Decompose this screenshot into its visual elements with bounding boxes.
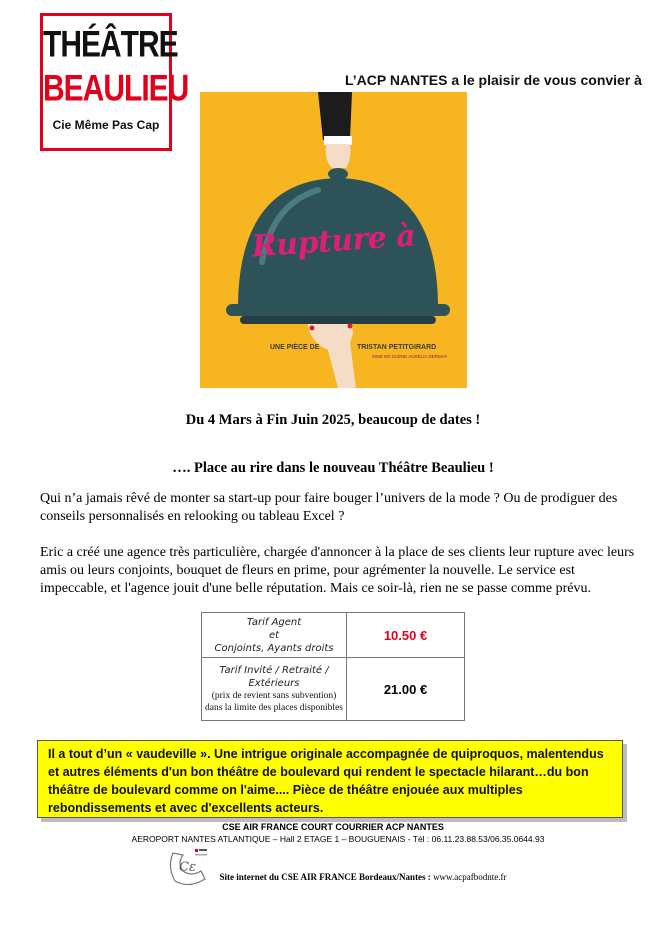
synopsis-paragraph-1: Qui n’a jamais rêvé de monter sa start-up pour faire bouger l’univers de la mode ? Ou de prodiguer des conseils personnalisés en relooking ou tableau Excel ? bbox=[40, 491, 618, 524]
table-row bbox=[202, 658, 465, 721]
price-value-agent: 10.50 € bbox=[347, 613, 465, 658]
show-poster bbox=[200, 92, 467, 388]
label-line: et bbox=[268, 629, 280, 641]
label-line: Extérieurs bbox=[248, 678, 300, 689]
theatre-beaulieu-logo bbox=[40, 13, 189, 151]
footer-org: CSE AIR FRANCE COURT COURRIER ACP NANTES bbox=[222, 822, 444, 832]
highlight-box bbox=[37, 740, 623, 818]
logo-line-theatre: THÉÂTRE bbox=[43, 24, 178, 66]
price-label-agent bbox=[202, 613, 347, 658]
label-line: Tarif Invité / Retraité / bbox=[219, 665, 329, 676]
nail-red-2 bbox=[348, 324, 353, 329]
price-label-guest bbox=[202, 658, 347, 721]
shirt-cuff bbox=[324, 136, 352, 145]
nail-red bbox=[310, 326, 315, 331]
poster-title-main: Domicile bbox=[245, 262, 422, 306]
price-value-guest: 21.00 € bbox=[347, 658, 465, 721]
show-dates: Du 4 Mars à Fin Juin 2025, beaucoup de dates ! bbox=[185, 412, 481, 428]
label-line: Conjoints, Ayants droits bbox=[214, 642, 334, 654]
table-row bbox=[202, 613, 465, 658]
synopsis-paragraph-2: Eric a créé une agence très particulière, chargée d'annoncer à la place de ses clients leur rupture avec leurs amis ou leurs conjoints, bouquet de fleurs en prime, pour agrémenter la nouvelle. Le service est impeccable, et l'agence jouit d'une belle réputation. Mais ce soir-là, rien ne se passe comme prévu. bbox=[40, 545, 635, 596]
cse-logo-icon bbox=[165, 845, 213, 889]
invitation-text: L’ACP NANTES a le plaisir de vous convier à bbox=[345, 72, 642, 88]
website-link[interactable]: www.acpafbodnte.fr bbox=[433, 872, 507, 882]
label-line: Tarif Agent bbox=[246, 616, 302, 628]
sleeve-shape bbox=[318, 92, 352, 140]
price-note: (prix de revient sans subvention) bbox=[211, 691, 337, 701]
poster-author: TRISTAN PETITGIRARD bbox=[357, 344, 437, 351]
website-label: Site internet du CSE AIR FRANCE Bordeaux/Nantes : bbox=[219, 872, 431, 882]
logo-line-company: Cie Même Pas Cap bbox=[52, 118, 160, 132]
tray-rim bbox=[240, 316, 436, 324]
footer-address: AEROPORT NANTES ATLANTIQUE – Hall 2 ETAGE 1 – BOUGUENAIS - Tél : 06.11.23.88.53/06.35.0644.93 bbox=[131, 834, 545, 844]
logo-line-beaulieu: BEAULIEU bbox=[43, 68, 189, 110]
lower-hand bbox=[308, 324, 356, 388]
price-note: dans la limite des places disponibles bbox=[205, 703, 343, 713]
headline: …. Place au rire dans le nouveau Théâtre Beaulieu ! bbox=[172, 460, 494, 476]
poster-title-script: Rupture à bbox=[250, 218, 417, 265]
upper-hand bbox=[326, 144, 351, 168]
price-table bbox=[201, 612, 465, 721]
poster-credit: UNE PIÈCE DE bbox=[270, 344, 320, 351]
poster-mise-en-scene: MISE EN SCÈNE AURÉLIA DERMAY bbox=[372, 354, 448, 359]
footer-website bbox=[0, 872, 666, 882]
highlight-text: Il a tout d’un « vaudeville ». Une intrigue originale accompagnée de quiproquos, malentendus et autres éléments d'un bon théâtre de boulevard qui rendent le spectacle hilarant…du bon théâtre de boulevard comme on l'aime.... Pièce de théâtre enjouée aux multiples rebondissements et avec d'excellents acteurs. bbox=[48, 747, 604, 815]
svg-text:Cε: Cε bbox=[179, 860, 196, 875]
